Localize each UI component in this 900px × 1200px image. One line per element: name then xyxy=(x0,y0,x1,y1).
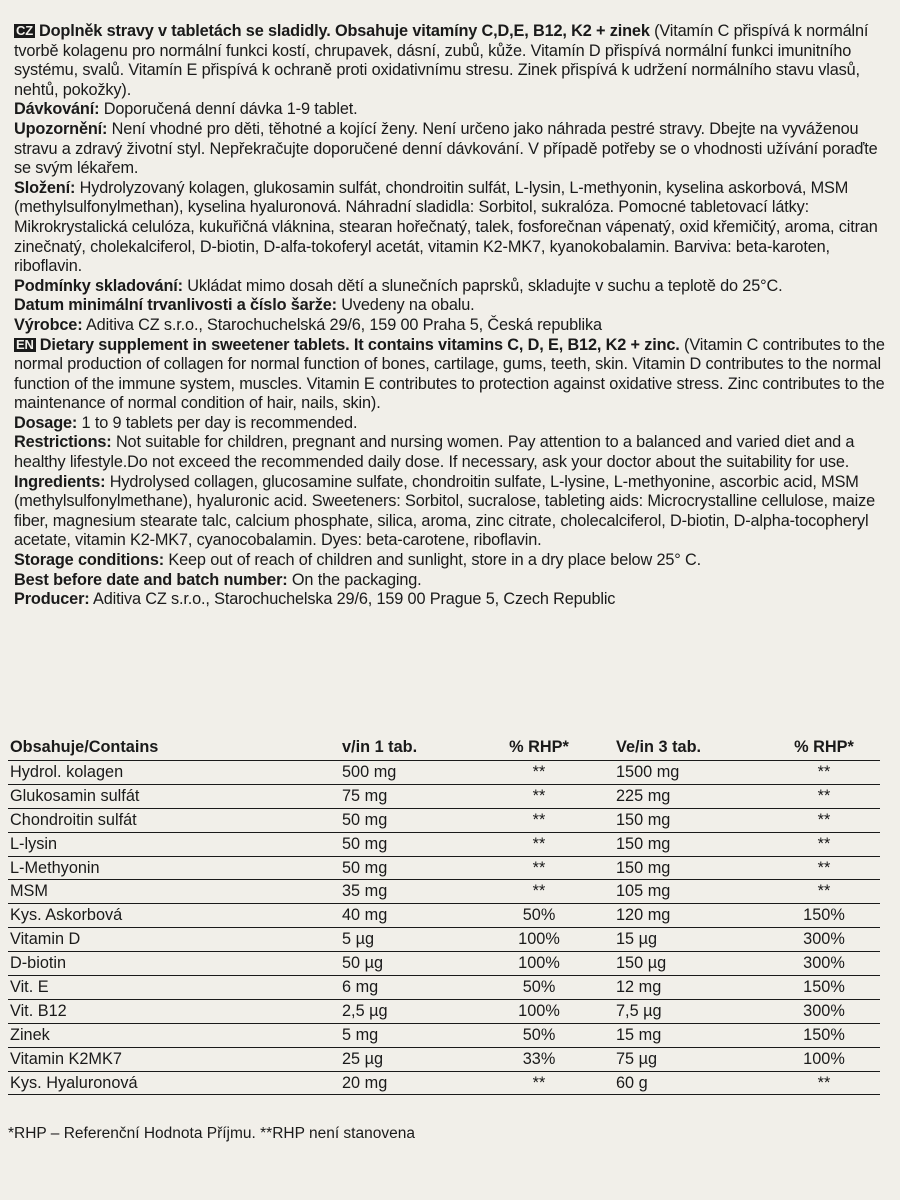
ingredient-name: Vit. E xyxy=(8,976,340,1000)
en-producer-text: Aditiva CZ s.r.o., Starochuchelska 29/6, 159 00 Prague 5, Czech Republic xyxy=(89,590,616,609)
amount-3-tab: 12 mg xyxy=(614,976,766,1000)
ingredient-name: Chondroitin sulfát xyxy=(8,808,340,832)
table-row xyxy=(8,880,880,904)
amount-1-tab: 50 mg xyxy=(340,856,462,880)
amount-3-tab: 15 mg xyxy=(614,1023,766,1047)
rhp-3-tab: 300% xyxy=(766,999,880,1023)
rhp-3-tab: 100% xyxy=(766,1047,880,1071)
table-body xyxy=(8,761,880,1095)
cz-storage-label: Podmínky skladování: xyxy=(14,276,183,295)
en-ingredients xyxy=(14,473,888,551)
rhp-3-tab: ** xyxy=(766,761,880,785)
rhp-3-tab: 150% xyxy=(766,976,880,1000)
en-dosage-text: 1 to 9 tablets per day is recommended. xyxy=(77,413,358,432)
amount-1-tab: 6 mg xyxy=(340,976,462,1000)
ingredient-name: L-lysin xyxy=(8,832,340,856)
amount-1-tab: 75 mg xyxy=(340,784,462,808)
table-row xyxy=(8,1047,880,1071)
table-row xyxy=(8,928,880,952)
ingredient-name: D-biotin xyxy=(8,952,340,976)
amount-3-tab: 225 mg xyxy=(614,784,766,808)
en-restrictions-label: Restrictions: xyxy=(14,433,112,452)
header-rhp-3: % RHP* xyxy=(766,736,880,761)
en-restrictions xyxy=(14,433,888,472)
en-intro-text: (Vitamin C contributes to the normal production of collagen for normal function of bones, cartilage, gums, teeth, skin. Vitamin D contributes to the normal function of the immune system, muscles. Vitamin E contributes to protection against oxidative stress. Zinc contributes to the maintenance of normal condition of hair, nails, skin). xyxy=(14,335,885,413)
cz-best-before xyxy=(14,296,888,316)
amount-1-tab: 20 mg xyxy=(340,1071,462,1095)
rhp-1-tab: 33% xyxy=(462,1047,614,1071)
rhp-1-tab: 100% xyxy=(462,999,614,1023)
amount-3-tab: 150 mg xyxy=(614,856,766,880)
header-contains: Obsahuje/Contains xyxy=(8,736,340,761)
amount-3-tab: 105 mg xyxy=(614,880,766,904)
rhp-3-tab: ** xyxy=(766,832,880,856)
amount-1-tab: 25 µg xyxy=(340,1047,462,1071)
rhp-1-tab: ** xyxy=(462,856,614,880)
rhp-3-tab: 300% xyxy=(766,952,880,976)
table-row xyxy=(8,856,880,880)
rhp-1-tab: 50% xyxy=(462,976,614,1000)
en-intro-heading: Dietary supplement in sweetener tablets. It contains vitamins C, D, E, B12, K2 + zinc. xyxy=(39,335,680,354)
amount-3-tab: 1500 mg xyxy=(614,761,766,785)
rhp-3-tab: 150% xyxy=(766,1023,880,1047)
amount-1-tab: 40 mg xyxy=(340,904,462,928)
amount-1-tab: 50 mg xyxy=(340,832,462,856)
cz-intro-text: (Vitamín C přispívá k normální tvorbě kolagenu pro normální funkci kostí, chrupavek, dásní, zubů, kůže. Vitamín D přispívá normální funkci imunitního systému, svalů. Vitamín E přispívá k ochraně proti oxidativnímu stresu. Zinek přispívá k udržení normálního stavu vlasů, nehtů, pokožky). xyxy=(14,22,869,99)
cz-best-before-label: Datum minimální trvanlivosti a číslo šarže: xyxy=(14,296,337,315)
ingredient-name: Vitamin D xyxy=(8,928,340,952)
cz-storage-text: Ukládat mimo dosah dětí a slunečních paprsků, skladujte v suchu a teplotě do 25°C. xyxy=(182,276,783,295)
en-language-badge: EN xyxy=(16,336,34,352)
table-row xyxy=(8,761,880,785)
amount-3-tab: 150 µg xyxy=(614,952,766,976)
cz-intro xyxy=(14,22,888,100)
cz-intro-heading: Doplněk stravy v tabletách se sladidly. Obsahuje vitamíny C,D,E, B12, K2 + zinek xyxy=(39,22,650,40)
footnote: *RHP – Referenční Hodnota Příjmu. **RHP není stanovena xyxy=(8,1125,415,1142)
cz-warning xyxy=(14,120,888,179)
amount-3-tab: 7,5 µg xyxy=(614,999,766,1023)
en-ingredients-text: Hydrolysed collagen, glucosamine sulfate, chondroitin sulfate, L-lysine, L-methyonine, ascorbic acid, MSM (methylsulfonylmethane), hyaluronic acid. Sweeteners: Sorbitol, sucralose, tableting aids: Microcrystalline cellulose, maize fiber, magnesium stearate talc, calcium phosphate, silica, aroma, zinc citrate, cholecalciferol, D-biotin, D-alpha-tocopheryl acetate, vitamin K2-MK7, cyanocobalamin. Dyes: beta-carotene, riboflavin. xyxy=(14,472,875,550)
en-producer-label: Producer: xyxy=(14,590,90,609)
amount-3-tab: 15 µg xyxy=(614,928,766,952)
cz-storage xyxy=(14,277,888,297)
rhp-1-tab: ** xyxy=(462,880,614,904)
rhp-1-tab: ** xyxy=(462,808,614,832)
rhp-1-tab: ** xyxy=(462,761,614,785)
rhp-3-tab: ** xyxy=(766,784,880,808)
amount-1-tab: 2,5 µg xyxy=(340,999,462,1023)
en-producer xyxy=(14,590,888,610)
ingredient-name: Hydrol. kolagen xyxy=(8,761,340,785)
table-row xyxy=(8,1071,880,1095)
header-rhp-1: % RHP* xyxy=(462,736,614,761)
en-storage-text: Keep out of reach of children and sunlight, store in a dry place below 25° C. xyxy=(164,551,701,570)
en-dosage xyxy=(14,414,888,434)
rhp-3-tab: 150% xyxy=(766,904,880,928)
label-text-block xyxy=(14,22,888,610)
header-per-3-tab: Ve/in 3 tab. xyxy=(614,736,766,761)
amount-1-tab: 35 mg xyxy=(340,880,462,904)
cz-dosage-label: Dávkování: xyxy=(14,100,100,119)
rhp-3-tab: 300% xyxy=(766,928,880,952)
ingredient-name: Glukosamin sulfát xyxy=(8,784,340,808)
amount-3-tab: 75 µg xyxy=(614,1047,766,1071)
amount-1-tab: 50 mg xyxy=(340,808,462,832)
cz-warning-text: Není vhodné pro děti, těhotné a kojící ženy. Není určeno jako náhrada pestré stravy. Dbejte na vyváženou stravu a zdravý životní styl. Nepřekračujte doporučené denní dávkování. V případě potřeby se o vhodnosti užívání poraďte se svým lékařem. xyxy=(14,119,878,178)
table-row xyxy=(8,784,880,808)
en-intro xyxy=(14,336,888,414)
rhp-1-tab: 100% xyxy=(462,952,614,976)
rhp-1-tab: 50% xyxy=(462,1023,614,1047)
en-restrictions-text: Not suitable for children, pregnant and nursing women. Pay attention to a balanced and varied diet and a healthy lifestyle.Do not exceed the recommended daily dose. If necessary, ask your doctor about the suitability for use. xyxy=(14,433,855,472)
rhp-3-tab: ** xyxy=(766,856,880,880)
amount-1-tab: 500 mg xyxy=(340,761,462,785)
amount-1-tab: 50 µg xyxy=(340,952,462,976)
header-per-1-tab: v/in 1 tab. xyxy=(340,736,462,761)
ingredient-name: Kys. Askorbová xyxy=(8,904,340,928)
rhp-1-tab: ** xyxy=(462,784,614,808)
en-storage-label: Storage conditions: xyxy=(14,551,165,570)
amount-3-tab: 120 mg xyxy=(614,904,766,928)
amount-1-tab: 5 µg xyxy=(340,928,462,952)
ingredient-name: Zinek xyxy=(8,1023,340,1047)
amount-3-tab: 150 mg xyxy=(614,808,766,832)
en-storage xyxy=(14,551,888,571)
amount-3-tab: 150 mg xyxy=(614,832,766,856)
cz-dosage xyxy=(14,100,888,120)
ingredient-name: Kys. Hyaluronová xyxy=(8,1071,340,1095)
en-best-before-label: Best before date and batch number: xyxy=(14,570,288,589)
cz-dosage-text: Doporučená denní dávka 1-9 tablet. xyxy=(99,100,358,119)
table-header-row xyxy=(8,736,880,761)
rhp-3-tab: ** xyxy=(766,880,880,904)
en-best-before xyxy=(14,571,888,591)
ingredient-name: Vit. B12 xyxy=(8,999,340,1023)
rhp-1-tab: ** xyxy=(462,832,614,856)
cz-ingredients-text: Hydrolyzovaný kolagen, glukosamin sulfát, chondroitin sulfát, L-lysin, L-methyonin, kyselina askorbová, MSM (methylsulfonylmethan), kyselina hyaluronová. Náhradní sladidla: Sorbitol, sukralóza. Pomocné tabletovací látky: Mikrokrystalická celulóza, kukuřičná vláknina, stearan hořečnatý, talek, fosforečnan vápenatý, oxid křemičitý, aroma, citran zinečnatý, cholekalciferol, D-biotin, D-alfa-tokoferyl acetát, vitamin K2-MK7, kyanokobalamin. Barviva: beta-karoten, riboflavin. xyxy=(14,178,878,276)
cz-ingredients-label: Složení: xyxy=(14,178,76,197)
cz-best-before-text: Uvedeny na obalu. xyxy=(336,296,475,315)
cz-ingredients xyxy=(14,179,888,277)
en-best-before-text: On the packaging. xyxy=(287,570,422,589)
cz-producer-text: Aditiva CZ s.r.o., Starochuchelská 29/6, 159 00 Praha 5, Česká republika xyxy=(82,315,602,334)
cz-warning-label: Upozornění: xyxy=(14,119,108,138)
table-row xyxy=(8,1023,880,1047)
cz-producer xyxy=(14,316,888,336)
rhp-1-tab: ** xyxy=(462,1071,614,1095)
table-row xyxy=(8,952,880,976)
table-row xyxy=(8,904,880,928)
en-dosage-label: Dosage: xyxy=(14,413,78,432)
table-row xyxy=(8,832,880,856)
amount-3-tab: 60 g xyxy=(614,1071,766,1095)
table-row xyxy=(8,999,880,1023)
nutrition-table xyxy=(8,736,880,1095)
table-row xyxy=(8,808,880,832)
en-ingredients-label: Ingredients: xyxy=(14,472,106,491)
ingredient-name: Vitamin K2MK7 xyxy=(8,1047,340,1071)
rhp-3-tab: ** xyxy=(766,1071,880,1095)
rhp-3-tab: ** xyxy=(766,808,880,832)
rhp-1-tab: 50% xyxy=(462,904,614,928)
rhp-1-tab: 100% xyxy=(462,928,614,952)
table-row xyxy=(8,976,880,1000)
ingredient-name: MSM xyxy=(8,880,340,904)
cz-language-badge: CZ xyxy=(16,23,34,38)
ingredient-name: L-Methyonin xyxy=(8,856,340,880)
amount-1-tab: 5 mg xyxy=(340,1023,462,1047)
cz-producer-label: Výrobce: xyxy=(14,315,83,334)
